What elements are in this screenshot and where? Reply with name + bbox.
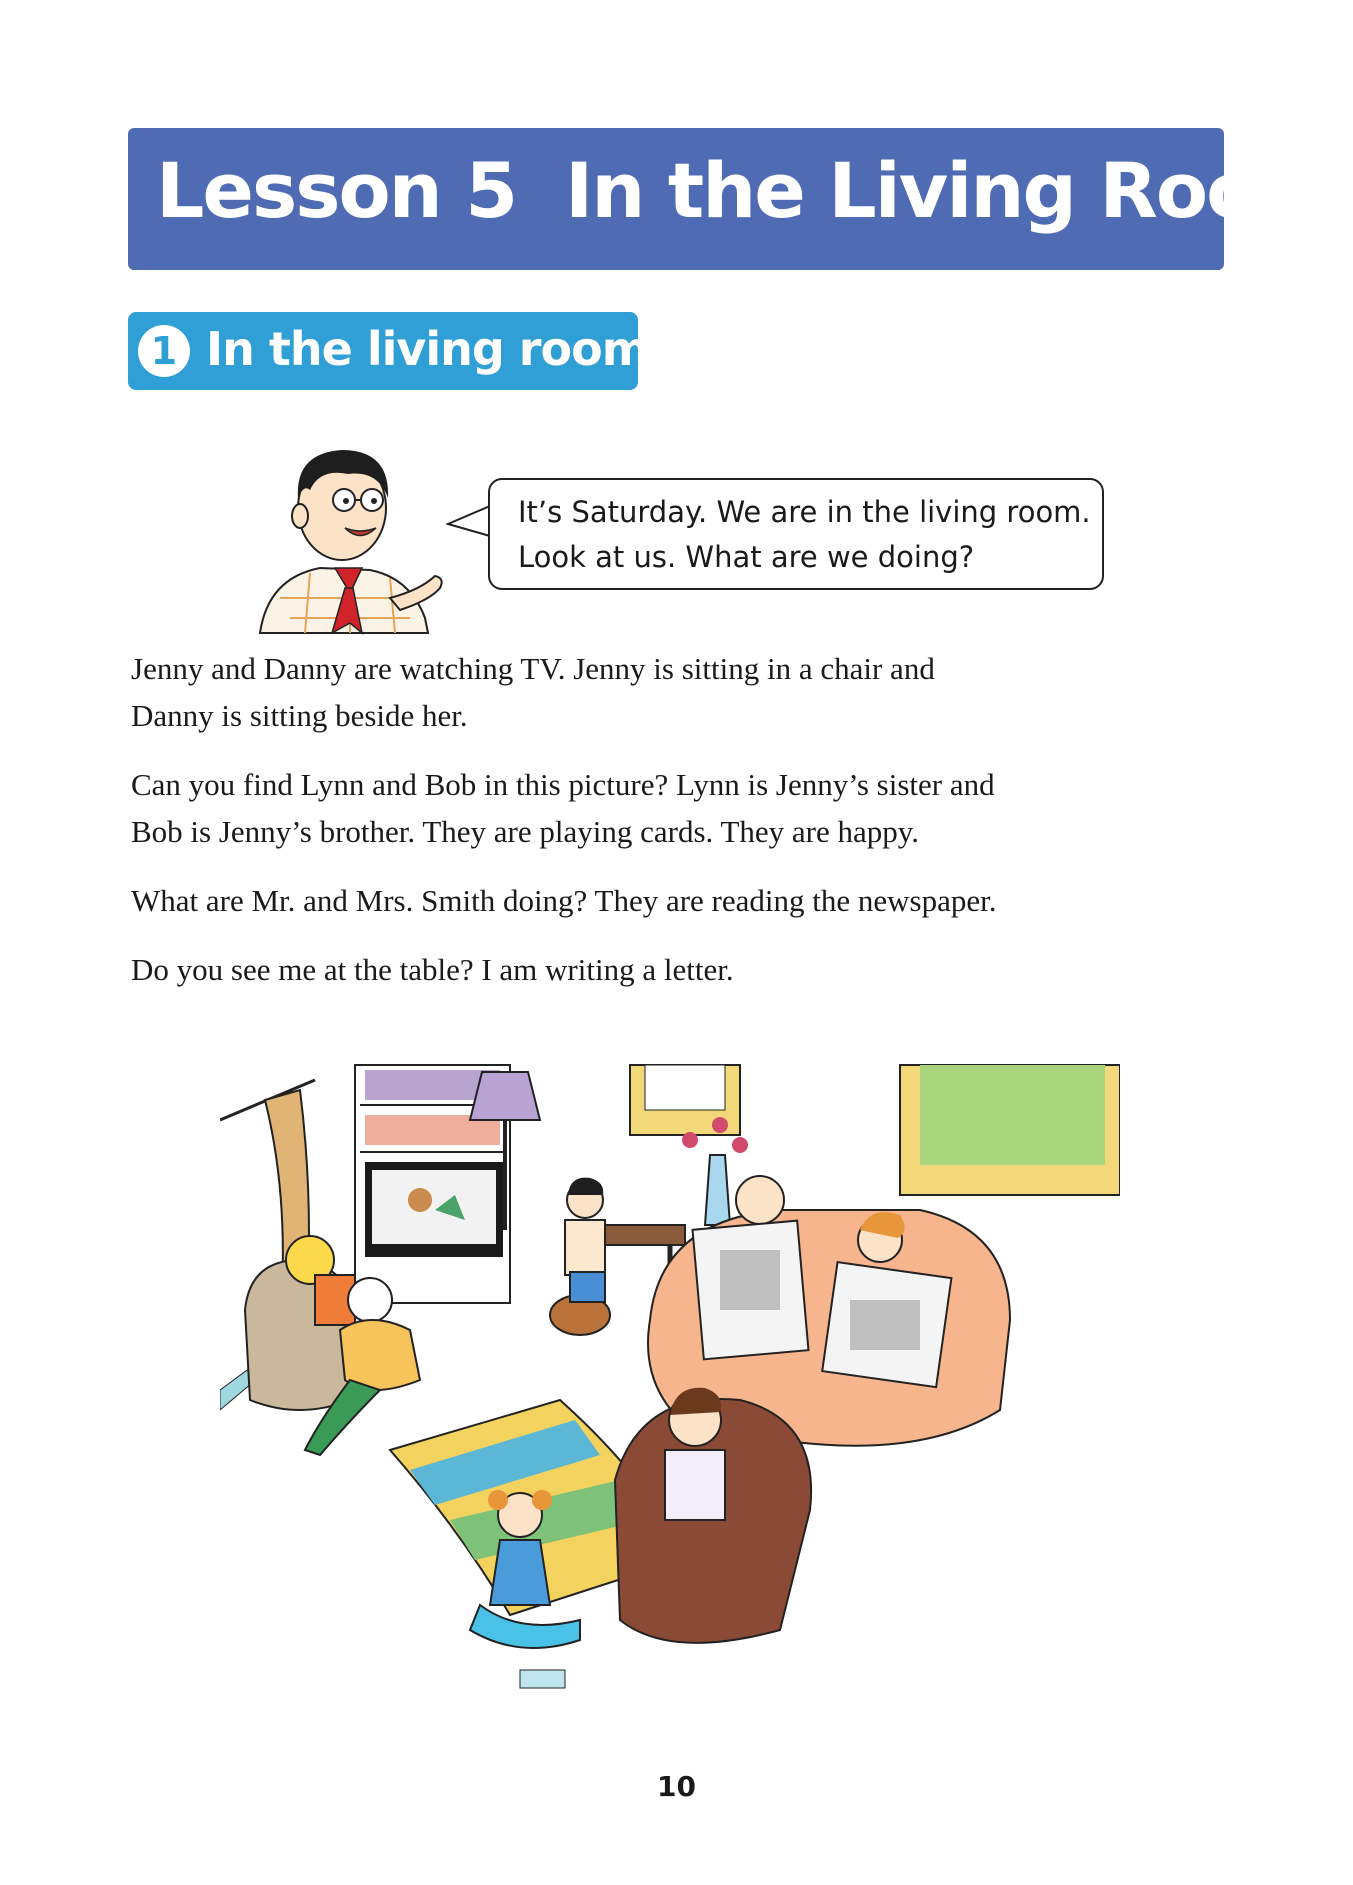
paragraph-line: Jenny and Danny are watching TV. Jenny is sitting in a chair and [131, 651, 935, 686]
section-heading [128, 312, 649, 390]
paragraph-line: Can you find Lynn and Bob in this picture? Lynn is Jenny’s sister and [131, 767, 995, 802]
section-title: In the living room [206, 322, 649, 376]
section-number-badge: 1 [138, 325, 190, 377]
boy-illustration [250, 428, 450, 638]
speech-bubble-tail [446, 504, 492, 544]
paragraph-line: Danny is sitting beside her. [131, 698, 468, 733]
speech-bubble [488, 478, 1104, 590]
lesson-banner [128, 128, 1334, 270]
living-room-illustration [220, 1060, 1120, 1710]
paragraph [131, 761, 995, 855]
page-number: 10 [657, 1770, 696, 1803]
paragraph [131, 877, 996, 924]
paragraph-line: Bob is Jenny’s brother. They are playing cards. They are happy. [131, 814, 920, 849]
speech-line: Look at us. What are we doing? [518, 540, 975, 574]
paragraph [131, 645, 935, 739]
paragraph-line: What are Mr. and Mrs. Smith doing? They are reading the newspaper. [131, 883, 997, 918]
wall-pictures [630, 1065, 1120, 1195]
paragraph-line: Do you see me at the table? I am writing a letter. [131, 952, 734, 987]
paragraph [131, 946, 734, 993]
lesson-title: Lesson 5 In the Living Room [156, 146, 1334, 235]
tv-set [365, 1162, 503, 1257]
speech-line: It’s Saturday. We are in the living room. [518, 495, 1091, 529]
speech-text [518, 490, 1091, 580]
